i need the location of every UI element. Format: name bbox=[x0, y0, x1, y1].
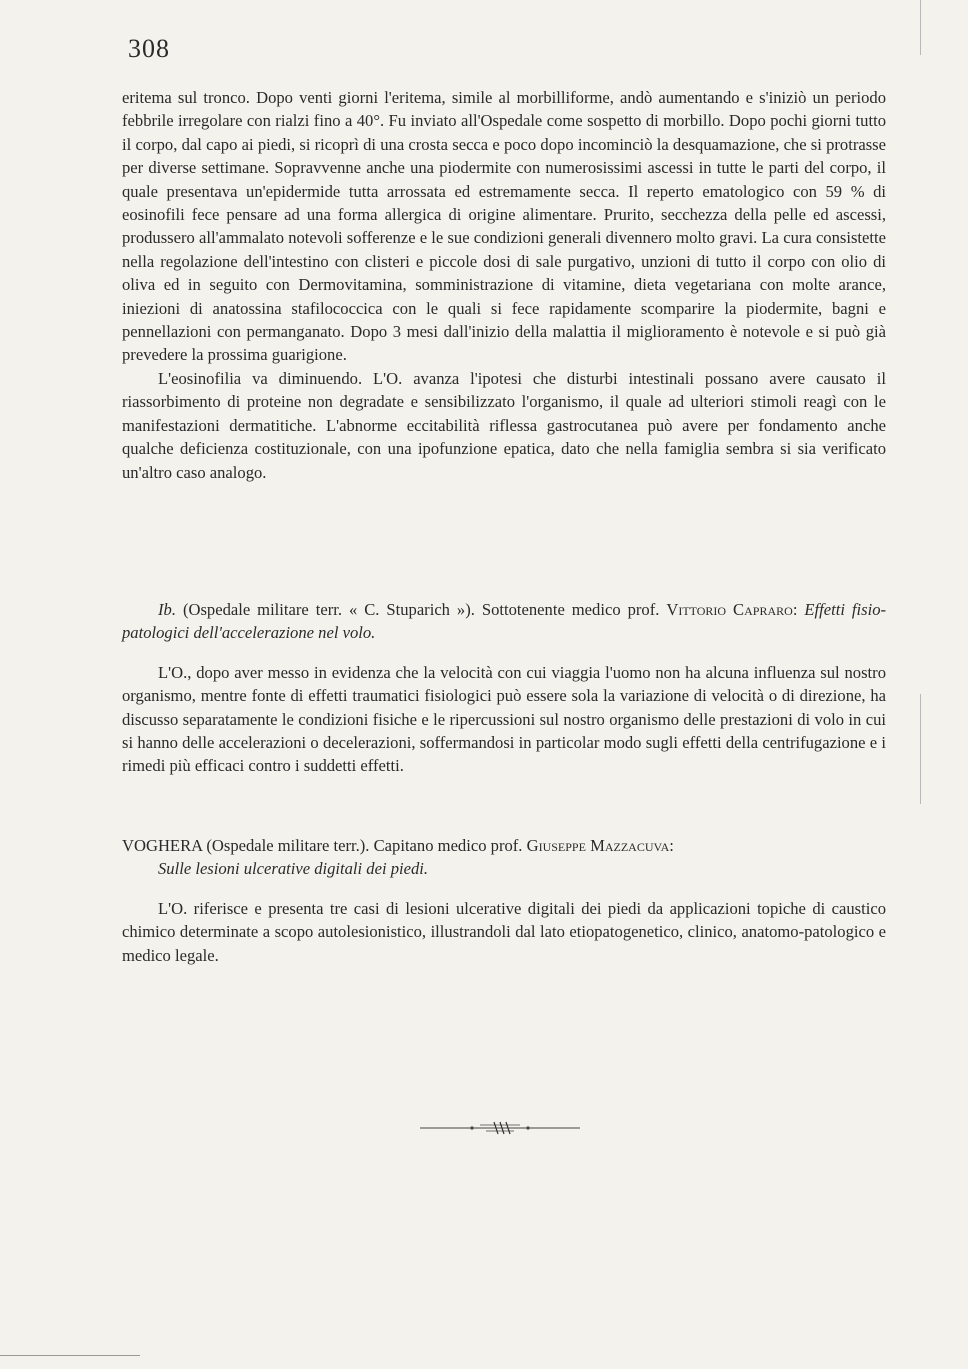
abstract-entry-capraro bbox=[122, 598, 886, 778]
entry-heading bbox=[122, 834, 886, 881]
entry-body: L'O. riferisce e presenta tre casi di lesioni ulcerative digitali dei piedi da applicazioni topiche di caustico chimico determinate a scopo autolesionistico, illustrandoli dal lato etiopatogenetico, clinico, anatomo-patologico e medico legale. bbox=[122, 898, 886, 965]
entry-body: L'O., dopo aver messo in evidenza che la velocità con cui viaggia l'uomo non ha alcuna influenza sul nostro organismo, mentre fonte di effetti traumatici fisiologici può essere sola la variazione di velocità o di direzione, ha discusso separatamente le condizioni fisiche e le ripercussioni sul nostro organismo delle prestazioni di volo in cui si hanno delle accelerazioni o decelerazioni, soffermandosi in particolar modo sugli effetti della centrifugazione e i rimedi più efficaci contro i suddetti effetti. bbox=[122, 662, 886, 776]
paragraph: eritema sul tronco. Dopo venti giorni l'eritema, simile al morbilliforme, andò aumentando e s'iniziò un periodo febbrile irregolare con rialzi fino a 40°. Fu inviato all'Ospedale come sospetto di morbillo. Dopo pochi giorni tutto il corpo, dal capo ai piedi, si ricoprì di una crosta secca e poco dopo incominciò la desquamazione, che si protrasse per diverse settimane. Sopravvenne anche una piodermite con numerosissimi ascessi in tutte le parti del corpo, il quale presentava un'epidermide tutta arrossata ed estremamente secca. Il reperto ematologico con 59 % di eosinofili fece pensare ad una forma allergica di origine alimentare. Prurito, secchezza della pelle ed ascessi, produssero all'ammalato notevoli sofferenze e le sue condizioni generali divennero molto gravi. La cura consistette nella regolazione dell'intestino con clisteri e piccole dosi di sale purgativo, unzioni di tutto il corpo con olio di oliva ed in seguito con Dermovitamina, somministrazione di vitamine, dieta vegetariana con molte arance, iniezioni di anatossina stafilococcica con le quali si fece rapidamente scomparire la piodermite, bagni e pennellazioni con permanganato. Dopo 3 mesi dall'inizio della malattia il miglioramento è notevole e si può già prevedere la prossima guarigione. bbox=[122, 88, 886, 365]
entry-colon: : bbox=[792, 600, 805, 619]
entry-location: VOGHERA (Ospedale militare terr.). Capitano medico prof. bbox=[122, 836, 527, 855]
entry-heading bbox=[122, 598, 886, 645]
entry-colon: : bbox=[669, 836, 674, 855]
scan-margin-line bbox=[920, 0, 921, 55]
entry-title: Sulle lesioni ulcerative digitali dei piedi. bbox=[158, 859, 429, 879]
abstract-entry-mazzacuva bbox=[122, 834, 886, 967]
page-number: 308 bbox=[128, 34, 170, 63]
entry-author: Vittorio Capraro bbox=[666, 600, 793, 619]
entry-author: Giuseppe Mazzacuva bbox=[526, 836, 670, 855]
entry-location: (Ospedale militare terr. « C. Stuparich »). Sottotenente medico prof. bbox=[175, 600, 667, 619]
entry-prefix: Ib. bbox=[158, 600, 176, 619]
case-report-continued bbox=[122, 86, 886, 484]
entry-title: Effetti fisio-patologici dell'accelerazione nel volo. bbox=[122, 600, 887, 643]
scan-edge-line bbox=[0, 1355, 140, 1356]
scan-margin-line bbox=[920, 694, 921, 804]
section-end-ornament-icon bbox=[420, 1118, 580, 1138]
paragraph: L'eosinofilia va diminuendo. L'O. avanza l'ipotesi che disturbi intestinali possano avere causato il riassorbimento di proteine non degradate e sensibilizzato l'organismo, il quale ad ulteriori stimoli reagì con le manifestazioni dermatitiche. L'abnorme eccitabilità riflessa gastrocutanea può avere per fondamento anche qualche deficienza costituzionale, con una ipofunzione epatica, dato che nella famiglia sembra si sia verificato un'altro caso analogo. bbox=[122, 368, 886, 482]
